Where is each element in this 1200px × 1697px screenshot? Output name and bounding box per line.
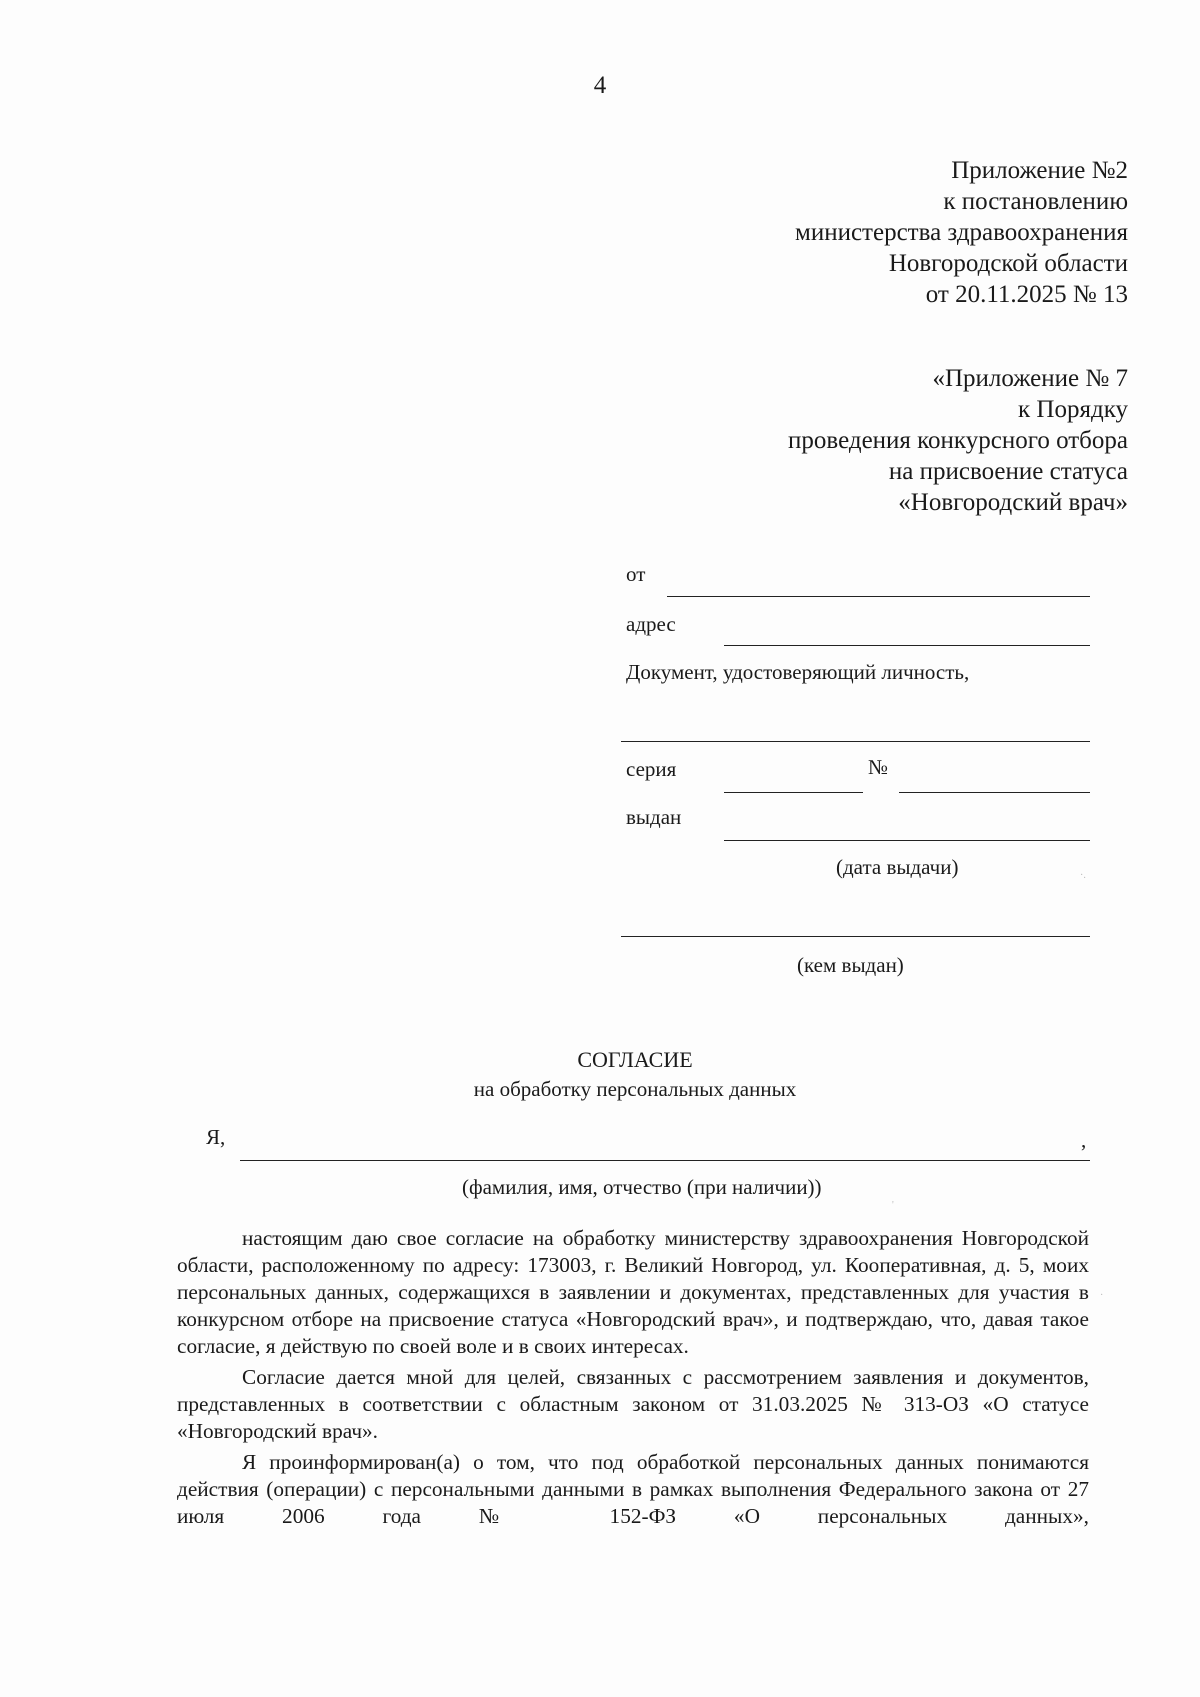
full-name-field-line[interactable] [240, 1160, 1090, 1161]
address-label: адрес [626, 612, 676, 636]
from-field-line[interactable] [667, 596, 1090, 597]
id-document-field-line[interactable] [621, 741, 1090, 742]
issued-by-field-line[interactable] [621, 936, 1090, 937]
from-label: от [626, 562, 646, 586]
consent-body [177, 1225, 1089, 1534]
appendix-main-line: Новгородской области [888, 250, 1128, 277]
appendix-sub-line: проведения конкурсного отбора [788, 427, 1128, 454]
series-field-line[interactable] [724, 792, 863, 793]
series-label: серия [626, 757, 677, 781]
scan-speck: ' [892, 1200, 894, 1211]
consent-title: СОГЛАСИЕ [577, 1047, 693, 1072]
issued-label: выдан [626, 805, 682, 829]
appendix-sub-block [788, 363, 1128, 518]
appendix-main-line: Приложение №2 [951, 157, 1128, 184]
consent-subtitle: на обработку персональных данных [473, 1077, 797, 1101]
number-field-line[interactable] [899, 792, 1090, 793]
issued-by-caption: (кем выдан) [797, 953, 904, 977]
appendix-main-block [795, 155, 1128, 310]
consent-paragraph: Согласие дается мной для целей, связанных с рассмотрением заявления и документов, представленных в соответствии с областным законом от 31.03.2025 № 313-ОЗ «О статусе «Новгородский врач». [177, 1365, 1089, 1443]
scan-speck: · [1100, 1290, 1104, 1301]
appendix-sub-line: «Новгородский врач» [898, 489, 1128, 516]
full-name-caption: (фамилия, имя, отчество (при наличии)) [462, 1175, 822, 1199]
i-label: Я, [206, 1125, 226, 1149]
issue-date-caption: (дата выдачи) [836, 855, 959, 879]
appendix-main-line: к постановлению [943, 188, 1128, 215]
appendix-sub-line: «Приложение № 7 [932, 365, 1128, 392]
appendix-main-line: министерства здравоохранения [795, 219, 1128, 246]
page-number: 4 [593, 72, 607, 99]
number-label: № [868, 755, 889, 779]
id-document-label: Документ, удостоверяющий личность, [626, 660, 970, 684]
scan-speck: ·. [1080, 870, 1086, 881]
consent-paragraph: настоящим даю свое согласие на обработку министерству здравоохранения Новгородской области, расположенному по адресу: 173003, г. Великий Новгород, ул. Кооперативная, д. 5, моих персональных данных, содержащихся в заявлении и документах, представленных для участия в конкурсном отборе на присвоение статуса «Новгородский врач», и подтверждаю, что, давая такое согласие, я действую по своей воле и в своих интересах. [177, 1226, 1089, 1358]
consent-paragraph: Я проинформирован(а) о том, что под обработкой персональных данных понимаются действия (операции) с персональными данными в рамках выполнения Федерального закона от 27 июля 2006 года № 152-ФЗ «О персональных данных», [177, 1450, 1089, 1528]
appendix-sub-line: на присвоение статуса [888, 458, 1128, 485]
appendix-sub-line: к Порядку [1018, 396, 1128, 423]
issued-field-line[interactable] [724, 840, 1090, 841]
name-comma: , [1081, 1128, 1087, 1152]
address-field-line[interactable] [724, 645, 1090, 646]
appendix-main-line: от 20.11.2025 № 13 [925, 281, 1128, 308]
